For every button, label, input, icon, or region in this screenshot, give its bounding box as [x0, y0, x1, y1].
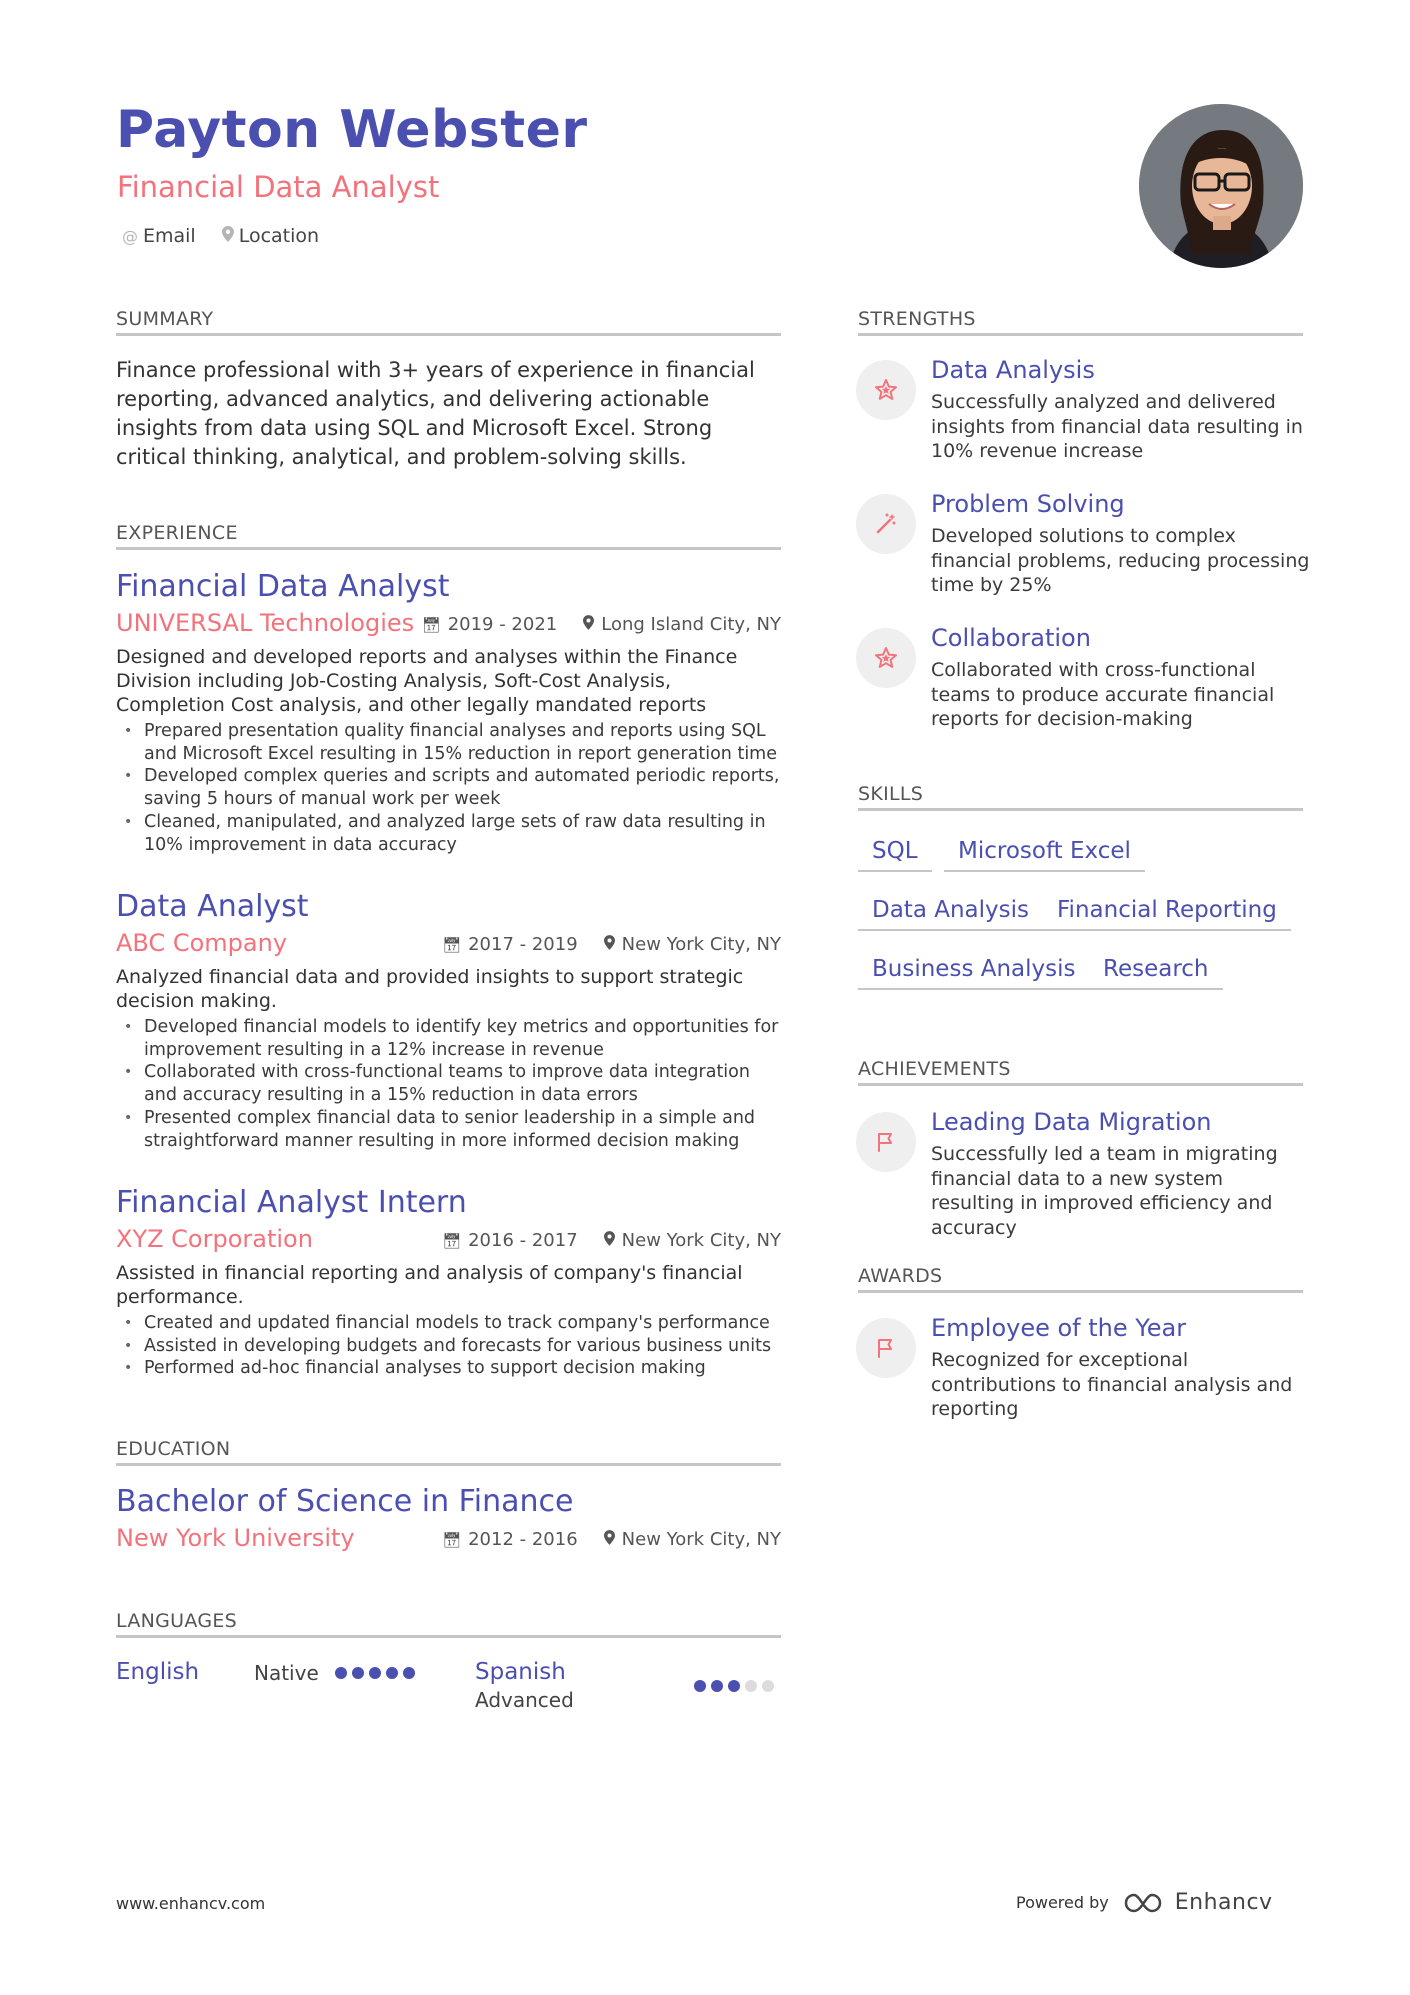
- job-bullet: • Developed complex queries and scripts and automated periodic reports, saving 5 hours of manual work per week: [116, 765, 781, 810]
- location-pin-icon: [604, 935, 615, 954]
- experience-item: [116, 1183, 781, 1380]
- at-icon: @: [122, 226, 138, 246]
- skills-heading: SKILLS: [858, 783, 924, 805]
- location-pin-icon: [604, 1530, 615, 1549]
- rating-dot-filled: [728, 1680, 740, 1692]
- job-bullet: • Assisted in developing budgets and forecasts for various business units: [116, 1335, 781, 1358]
- skill-tag: Financial Reporting: [1043, 897, 1291, 931]
- magic-wand-icon: [856, 494, 916, 554]
- job-bullet: • Prepared presentation quality financial analyses and reports using SQL and Microsoft Excel resulting in 15% reduction in report generation time: [116, 720, 781, 765]
- achievements-heading: ACHIEVEMENTS: [858, 1058, 1011, 1080]
- award-description: Recognized for exceptional contributions to financial analysis and reporting: [931, 1349, 1293, 1420]
- rating-dot-filled: [386, 1667, 398, 1679]
- location-pin-icon: [604, 1231, 615, 1250]
- rating-dot-empty: [762, 1680, 774, 1692]
- rating-dot-filled: [711, 1680, 723, 1692]
- strength-description: Collaborated with cross-functional teams to produce accurate financial reports for decision-making: [931, 659, 1275, 730]
- job-company: ABC Company: [116, 929, 288, 957]
- skill-tag: Research: [1089, 956, 1223, 990]
- languages-heading: LANGUAGES: [116, 1610, 238, 1632]
- footer-website[interactable]: www.enhancv.com: [116, 1894, 266, 1913]
- job-dates: 2017 - 2019: [468, 934, 578, 955]
- achievement-description: Successfully led a team in migrating financial data to a new system resulting in improved efficiency and accuracy: [931, 1143, 1278, 1239]
- education-heading: EDUCATION: [116, 1438, 231, 1460]
- candidate-name: Payton Webster: [116, 100, 588, 160]
- contact-email[interactable]: [122, 225, 196, 247]
- degree: Bachelor of Science in Finance: [116, 1484, 574, 1519]
- language-level: Advanced: [475, 1688, 574, 1712]
- job-bullets: [116, 1312, 781, 1380]
- summary-divider: [116, 333, 781, 336]
- footer-powered-by: [1016, 1890, 1273, 1915]
- contact-location-label: Location: [238, 225, 320, 247]
- skills-divider: [858, 808, 1303, 811]
- job-description: Analyzed financial data and provided insights to support strategic decision making.: [116, 966, 744, 1012]
- job-description: Designed and developed reports and analyses within the Finance Division including Job-Costing Analysis, Soft-Cost Analysis, Completion Cost analysis, and other legally mandated reports: [116, 646, 738, 716]
- contact-location: [222, 225, 319, 247]
- skill-tag: Microsoft Excel: [944, 838, 1145, 872]
- language-level: Native: [254, 1661, 319, 1685]
- job-bullet: • Presented complex financial data to senior leadership in a simple and straightforward manner resulting in more informed decision making: [116, 1107, 781, 1152]
- rating-dot-filled: [352, 1667, 364, 1679]
- rating-dot-filled: [335, 1667, 347, 1679]
- profile-photo: [1139, 104, 1303, 268]
- experience-heading: EXPERIENCE: [116, 522, 238, 544]
- job-bullet: • Performed ad-hoc financial analyses to support decision making: [116, 1357, 781, 1380]
- strength-title: Problem Solving: [931, 490, 1125, 518]
- strength-title: Data Analysis: [931, 356, 1095, 384]
- calendar-icon: 📅︎: [442, 1231, 462, 1250]
- job-bullet: • Developed financial models to identify key metrics and opportunities for improvement resulting in a 12% increase in revenue: [116, 1016, 781, 1061]
- job-location: New York City, NY: [621, 1230, 781, 1251]
- contact-email-label: Email: [143, 225, 196, 247]
- job-company: XYZ Corporation: [116, 1225, 313, 1253]
- strength-description: Developed solutions to complex financial problems, reducing processing time by 25%: [931, 525, 1310, 596]
- school: New York University: [116, 1524, 355, 1552]
- flag-icon: [856, 1318, 916, 1378]
- calendar-icon: 📅︎: [421, 615, 441, 634]
- location-pin-icon: [583, 615, 594, 634]
- job-bullet: • Created and updated financial models to track company's performance: [116, 1312, 781, 1335]
- education-divider: [116, 1463, 781, 1466]
- summary-heading: SUMMARY: [116, 308, 214, 330]
- job-title: Financial Analyst Intern: [116, 1185, 467, 1220]
- job-title: Financial Data Analyst: [116, 569, 450, 604]
- language-name: English: [116, 1659, 200, 1685]
- contact-row: [122, 225, 319, 247]
- rating-dot-filled: [403, 1667, 415, 1679]
- language-rating: [335, 1667, 415, 1679]
- job-bullet: • Collaborated with cross-functional teams to improve data integration and accuracy resulting in a 15% reduction in data errors: [116, 1061, 781, 1106]
- language-rating: [694, 1680, 774, 1692]
- enhancv-logo-icon: [1123, 1892, 1167, 1914]
- strength-description: Successfully analyzed and delivered insights from financial data resulting in 10% revenue increase: [931, 391, 1303, 462]
- job-dates: 2019 - 2021: [447, 614, 558, 635]
- language-name: Spanish: [475, 1659, 566, 1685]
- job-company: UNIVERSAL Technologies: [116, 609, 415, 637]
- location-pin-icon: [222, 226, 234, 246]
- calendar-icon: 📅︎: [442, 1530, 462, 1549]
- summary-text: Finance professional with 3+ years of experience in financial reporting, advanced analytics, and delivering actionable insights from data using SQL and Microsoft Excel. Strong critical thinking, analytical, and problem-solving skills.: [116, 358, 755, 469]
- rating-dot-filled: [694, 1680, 706, 1692]
- awards-divider: [858, 1290, 1303, 1293]
- strengths-divider: [858, 333, 1303, 336]
- brand-name: Enhancv: [1174, 1890, 1273, 1915]
- experience-item: [116, 567, 781, 856]
- experience-divider: [116, 547, 781, 550]
- strength-title: Collaboration: [931, 624, 1091, 652]
- education-dates: 2012 - 2016: [468, 1529, 578, 1550]
- achievement-title: Leading Data Migration: [931, 1108, 1212, 1136]
- job-description: Assisted in financial reporting and analysis of company's financial performance.: [116, 1262, 743, 1308]
- job-title: Data Analyst: [116, 889, 309, 924]
- skill-tag: SQL: [858, 838, 932, 872]
- calendar-icon: 📅︎: [442, 935, 462, 954]
- flag-icon: [856, 1112, 916, 1172]
- rating-dot-empty: [745, 1680, 757, 1692]
- strengths-heading: STRENGTHS: [858, 308, 976, 330]
- rating-dot-filled: [369, 1667, 381, 1679]
- achievements-divider: [858, 1083, 1303, 1086]
- award-title: Employee of the Year: [931, 1314, 1187, 1342]
- skill-tag: Business Analysis: [858, 956, 1090, 990]
- star-icon: [856, 628, 916, 688]
- experience-item: [116, 887, 781, 1152]
- powered-by-label: Powered by: [1016, 1893, 1109, 1912]
- job-location: Long Island City, NY: [601, 614, 781, 635]
- awards-heading: AWARDS: [858, 1265, 943, 1287]
- job-dates: 2016 - 2017: [468, 1230, 578, 1251]
- languages-divider: [116, 1635, 781, 1638]
- job-bullet: • Cleaned, manipulated, and analyzed large sets of raw data resulting in 10% improvement in data accuracy: [116, 811, 781, 856]
- enhancv-logo[interactable]: [1123, 1890, 1273, 1915]
- education-location: New York City, NY: [621, 1529, 781, 1550]
- candidate-title: Financial Data Analyst: [117, 170, 440, 204]
- education-item: [116, 1482, 781, 1560]
- star-icon: [856, 360, 916, 420]
- job-bullets: [116, 1016, 781, 1152]
- skill-tag: Data Analysis: [858, 897, 1043, 931]
- job-location: New York City, NY: [621, 934, 781, 955]
- job-bullets: [116, 720, 781, 856]
